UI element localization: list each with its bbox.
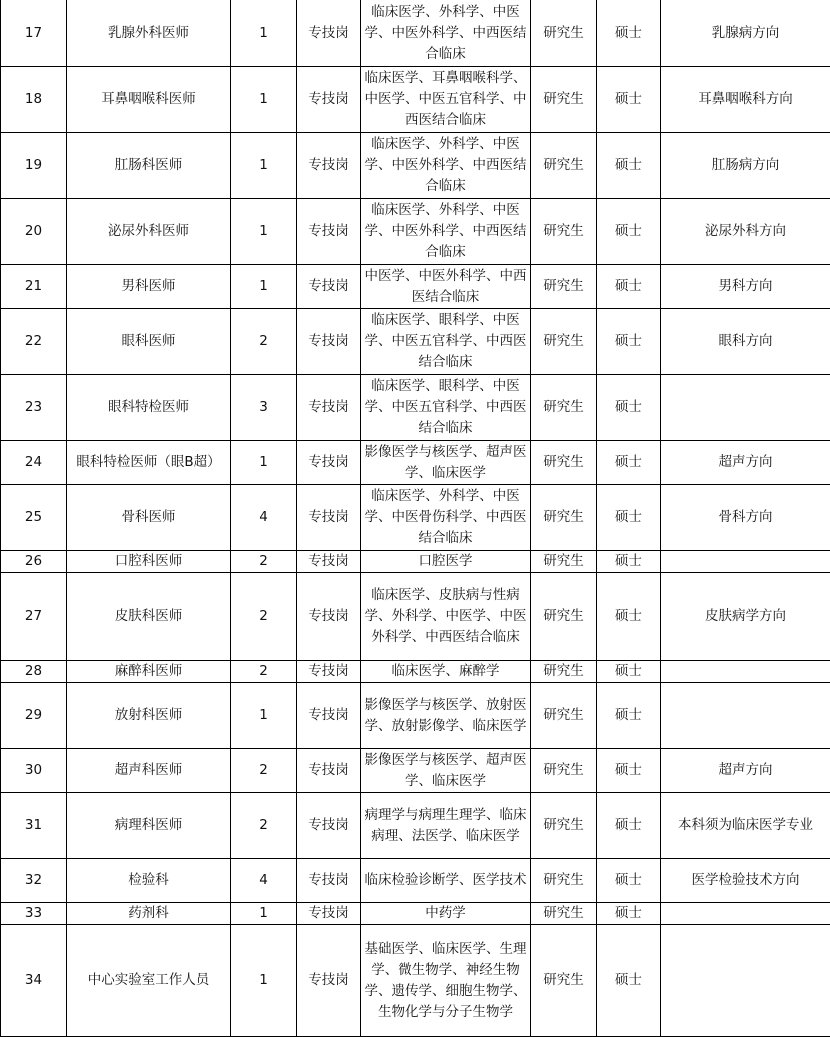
post-category-cell: 专技岗: [297, 485, 361, 551]
table-row: [1, 485, 830, 551]
degree-cell: 硕士: [597, 375, 661, 441]
remark-cell: 肛肠病方向: [661, 133, 830, 199]
hire-count-cell: 1: [231, 199, 297, 265]
row-number-cell: 30: [1, 749, 67, 793]
table-row: [1, 661, 830, 683]
degree-cell: 硕士: [597, 199, 661, 265]
major-requirement-cell: 临床医学、外科学、中医学、中医外科学、中西医结合临床: [361, 0, 531, 67]
row-number-cell: 19: [1, 133, 67, 199]
hire-count-cell: 1: [231, 133, 297, 199]
education-level-cell: 研究生: [531, 661, 597, 683]
post-category-cell: 专技岗: [297, 441, 361, 485]
remark-cell: [661, 683, 830, 749]
degree-cell: 硕士: [597, 661, 661, 683]
table-row: [1, 749, 830, 793]
post-category-cell: 专技岗: [297, 309, 361, 375]
hire-count-cell: 2: [231, 749, 297, 793]
education-level-cell: 研究生: [531, 0, 597, 67]
education-level-cell: 研究生: [531, 683, 597, 749]
degree-cell: 硕士: [597, 0, 661, 67]
remark-cell: [661, 375, 830, 441]
major-requirement-cell: 临床医学、眼科学、中医学、中医五官科学、中西医结合临床: [361, 375, 531, 441]
table-row: [1, 441, 830, 485]
major-requirement-cell: 口腔医学: [361, 551, 531, 573]
remark-cell: 眼科方向: [661, 309, 830, 375]
position-name-cell: 眼科医师: [67, 309, 231, 375]
degree-cell: 硕士: [597, 309, 661, 375]
remark-cell: [661, 925, 830, 1037]
post-category-cell: 专技岗: [297, 199, 361, 265]
major-requirement-cell: 病理学与病理生理学、临床病理、法医学、临床医学: [361, 793, 531, 859]
major-requirement-cell: 中药学: [361, 903, 531, 925]
hire-count-cell: 2: [231, 793, 297, 859]
major-requirement-cell: 基础医学、临床医学、生理学、微生物学、神经生物学、遗传学、细胞生物学、生物化学与分子生物学: [361, 925, 531, 1037]
major-requirement-cell: 临床医学、外科学、中医学、中医外科学、中西医结合临床: [361, 199, 531, 265]
position-name-cell: 耳鼻咽喉科医师: [67, 67, 231, 133]
hire-count-cell: 1: [231, 265, 297, 309]
remark-cell: 本科须为临床医学专业: [661, 793, 830, 859]
post-category-cell: 专技岗: [297, 683, 361, 749]
degree-cell: 硕士: [597, 903, 661, 925]
table-row: [1, 793, 830, 859]
table-row: [1, 133, 830, 199]
remark-cell: [661, 661, 830, 683]
table-row: [1, 265, 830, 309]
table-row: [1, 925, 830, 1037]
education-level-cell: 研究生: [531, 749, 597, 793]
row-number-cell: 20: [1, 199, 67, 265]
degree-cell: 硕士: [597, 551, 661, 573]
position-name-cell: 超声科医师: [67, 749, 231, 793]
remark-cell: 耳鼻咽喉科方向: [661, 67, 830, 133]
post-category-cell: 专技岗: [297, 661, 361, 683]
post-category-cell: 专技岗: [297, 133, 361, 199]
row-number-cell: 34: [1, 925, 67, 1037]
post-category-cell: 专技岗: [297, 551, 361, 573]
education-level-cell: 研究生: [531, 309, 597, 375]
education-level-cell: 研究生: [531, 133, 597, 199]
post-category-cell: 专技岗: [297, 265, 361, 309]
position-name-cell: 皮肤科医师: [67, 573, 231, 661]
position-name-cell: 男科医师: [67, 265, 231, 309]
position-name-cell: 麻醉科医师: [67, 661, 231, 683]
position-name-cell: 乳腺外科医师: [67, 0, 231, 67]
remark-cell: 乳腺病方向: [661, 0, 830, 67]
remark-cell: 男科方向: [661, 265, 830, 309]
row-number-cell: 33: [1, 903, 67, 925]
post-category-cell: 专技岗: [297, 0, 361, 67]
remark-cell: [661, 903, 830, 925]
row-number-cell: 23: [1, 375, 67, 441]
remark-cell: 超声方向: [661, 441, 830, 485]
education-level-cell: 研究生: [531, 441, 597, 485]
degree-cell: 硕士: [597, 441, 661, 485]
remark-cell: [661, 551, 830, 573]
major-requirement-cell: 临床医学、外科学、中医学、中医外科学、中西医结合临床: [361, 133, 531, 199]
post-category-cell: 专技岗: [297, 375, 361, 441]
hire-count-cell: 3: [231, 375, 297, 441]
education-level-cell: 研究生: [531, 485, 597, 551]
education-level-cell: 研究生: [531, 859, 597, 903]
education-level-cell: 研究生: [531, 551, 597, 573]
post-category-cell: 专技岗: [297, 903, 361, 925]
major-requirement-cell: 影像医学与核医学、超声医学、临床医学: [361, 441, 531, 485]
remark-cell: 皮肤病学方向: [661, 573, 830, 661]
table-row: [1, 375, 830, 441]
table-row: [1, 683, 830, 749]
hire-count-cell: 1: [231, 0, 297, 67]
education-level-cell: 研究生: [531, 67, 597, 133]
major-requirement-cell: 临床医学、眼科学、中医学、中医五官科学、中西医结合临床: [361, 309, 531, 375]
hire-count-cell: 4: [231, 859, 297, 903]
hire-count-cell: 4: [231, 485, 297, 551]
remark-cell: 超声方向: [661, 749, 830, 793]
row-number-cell: 21: [1, 265, 67, 309]
position-name-cell: 骨科医师: [67, 485, 231, 551]
education-level-cell: 研究生: [531, 925, 597, 1037]
major-requirement-cell: 影像医学与核医学、超声医学、临床医学: [361, 749, 531, 793]
row-number-cell: 25: [1, 485, 67, 551]
education-level-cell: 研究生: [531, 573, 597, 661]
degree-cell: 硕士: [597, 67, 661, 133]
position-name-cell: 放射科医师: [67, 683, 231, 749]
position-name-cell: 药剂科: [67, 903, 231, 925]
post-category-cell: 专技岗: [297, 793, 361, 859]
remark-cell: 泌尿外科方向: [661, 199, 830, 265]
post-category-cell: 专技岗: [297, 67, 361, 133]
table-row: [1, 903, 830, 925]
degree-cell: 硕士: [597, 925, 661, 1037]
position-name-cell: 口腔科医师: [67, 551, 231, 573]
degree-cell: 硕士: [597, 573, 661, 661]
position-name-cell: 肛肠科医师: [67, 133, 231, 199]
major-requirement-cell: 影像医学与核医学、放射医学、放射影像学、临床医学: [361, 683, 531, 749]
hire-count-cell: 2: [231, 309, 297, 375]
education-level-cell: 研究生: [531, 903, 597, 925]
table-row: [1, 0, 830, 67]
degree-cell: 硕士: [597, 859, 661, 903]
major-requirement-cell: 临床医学、麻醉学: [361, 661, 531, 683]
position-name-cell: 病理科医师: [67, 793, 231, 859]
position-name-cell: 眼科特检医师: [67, 375, 231, 441]
education-level-cell: 研究生: [531, 265, 597, 309]
row-number-cell: 32: [1, 859, 67, 903]
education-level-cell: 研究生: [531, 199, 597, 265]
position-name-cell: 眼科特检医师（眼B超）: [67, 441, 231, 485]
hire-count-cell: 1: [231, 925, 297, 1037]
degree-cell: 硕士: [597, 265, 661, 309]
degree-cell: 硕士: [597, 793, 661, 859]
row-number-cell: 31: [1, 793, 67, 859]
hire-count-cell: 1: [231, 67, 297, 133]
major-requirement-cell: 临床医学、外科学、中医学、中医骨伤科学、中西医结合临床: [361, 485, 531, 551]
row-number-cell: 26: [1, 551, 67, 573]
table-row: [1, 67, 830, 133]
hire-count-cell: 2: [231, 573, 297, 661]
row-number-cell: 27: [1, 573, 67, 661]
row-number-cell: 22: [1, 309, 67, 375]
major-requirement-cell: 中医学、中医外科学、中西医结合临床: [361, 265, 531, 309]
education-level-cell: 研究生: [531, 793, 597, 859]
hire-count-cell: 1: [231, 683, 297, 749]
table-body: [1, 0, 830, 1037]
row-number-cell: 28: [1, 661, 67, 683]
table-row: [1, 199, 830, 265]
table-row: [1, 551, 830, 573]
major-requirement-cell: 临床检验诊断学、医学技术: [361, 859, 531, 903]
degree-cell: 硕士: [597, 133, 661, 199]
position-name-cell: 检验科: [67, 859, 231, 903]
table-row: [1, 859, 830, 903]
major-requirement-cell: 临床医学、耳鼻咽喉科学、中医学、中医五官科学、中西医结合临床: [361, 67, 531, 133]
hire-count-cell: 2: [231, 661, 297, 683]
hire-count-cell: 1: [231, 441, 297, 485]
education-level-cell: 研究生: [531, 375, 597, 441]
post-category-cell: 专技岗: [297, 925, 361, 1037]
remark-cell: 骨科方向: [661, 485, 830, 551]
row-number-cell: 24: [1, 441, 67, 485]
post-category-cell: 专技岗: [297, 749, 361, 793]
hire-count-cell: 1: [231, 903, 297, 925]
hire-count-cell: 2: [231, 551, 297, 573]
position-name-cell: 泌尿外科医师: [67, 199, 231, 265]
post-category-cell: 专技岗: [297, 573, 361, 661]
row-number-cell: 17: [1, 0, 67, 67]
position-name-cell: 中心实验室工作人员: [67, 925, 231, 1037]
major-requirement-cell: 临床医学、皮肤病与性病学、外科学、中医学、中医外科学、中西医结合临床: [361, 573, 531, 661]
degree-cell: 硕士: [597, 683, 661, 749]
row-number-cell: 18: [1, 67, 67, 133]
table-row: [1, 309, 830, 375]
post-category-cell: 专技岗: [297, 859, 361, 903]
table-row: [1, 573, 830, 661]
degree-cell: 硕士: [597, 485, 661, 551]
degree-cell: 硕士: [597, 749, 661, 793]
remark-cell: 医学检验技术方向: [661, 859, 830, 903]
row-number-cell: 29: [1, 683, 67, 749]
